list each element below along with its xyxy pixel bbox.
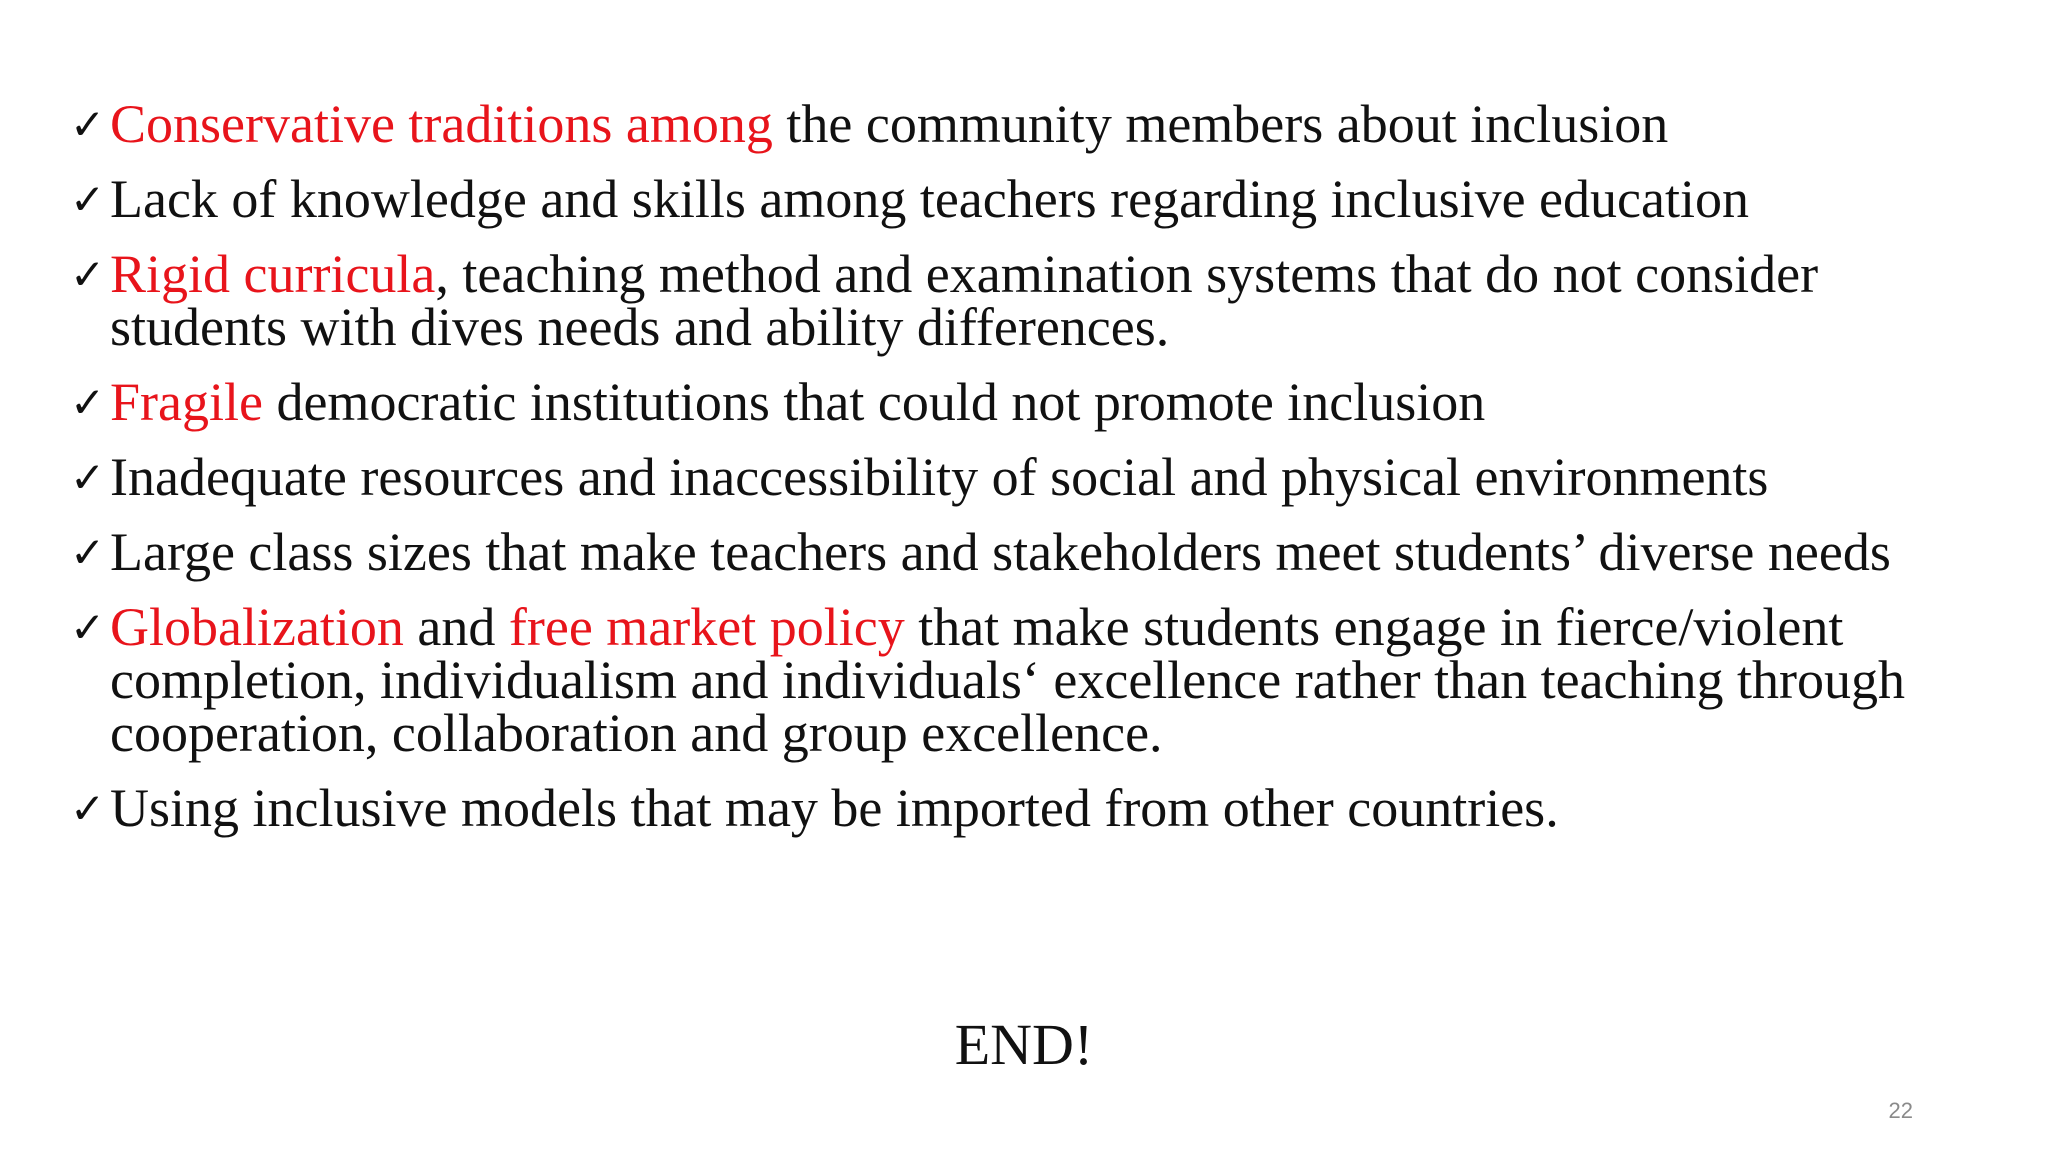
bullet-item	[70, 244, 2000, 357]
checkmark-icon: ✓	[70, 603, 106, 652]
bullet-text: the community members about inclusion	[772, 94, 1669, 154]
highlighted-text: Fragile	[110, 372, 263, 432]
bullet-item	[70, 372, 2000, 432]
checkmark-icon: ✓	[70, 250, 106, 299]
bullet-item	[70, 169, 2000, 229]
bullet-item	[70, 94, 2000, 154]
checkmark-icon: ✓	[70, 528, 106, 577]
bullet-text: democratic institutions that could not promote inclusion	[262, 372, 1486, 432]
bullet-text: Large class sizes that make teachers and stakeholders meet students’ diverse needs	[110, 522, 1891, 582]
bullet-text: , teaching method and examination systems that do not consider students with dives needs and ability differences.	[110, 244, 1819, 357]
checkmark-icon: ✓	[70, 100, 106, 149]
bullet-item	[70, 778, 2000, 838]
bullet-text: Lack of knowledge and skills among teachers regarding inclusive education	[110, 169, 1749, 229]
bullet-text: Using inclusive models that may be imported from other countries.	[110, 778, 1559, 838]
highlighted-text: Rigid curricula	[110, 244, 436, 304]
bullet-text: Inadequate resources and inaccessibility of social and physical environments	[110, 447, 1769, 507]
checkmark-icon: ✓	[70, 784, 106, 833]
highlighted-text: free market policy	[508, 597, 905, 657]
bullet-item	[70, 597, 2000, 763]
highlighted-text: Conservative traditions among	[110, 94, 773, 154]
highlighted-text: Globalization	[110, 597, 404, 657]
bullet-text: that make students engage in fierce/violent completion, individualism and individuals‘ excellence rather than teaching through cooperation, collaboration and group excellence.	[110, 597, 1905, 763]
bullet-item	[70, 447, 2000, 507]
checkmark-icon: ✓	[70, 175, 106, 224]
checkmark-icon: ✓	[70, 453, 106, 502]
bullet-item	[70, 522, 2000, 582]
bullet-text: and	[403, 597, 509, 657]
slide-number: 22	[1888, 1098, 1913, 1123]
bullet-list	[70, 94, 2000, 857]
end-text: END!	[954, 1012, 1094, 1077]
checkmark-icon: ✓	[70, 378, 106, 427]
